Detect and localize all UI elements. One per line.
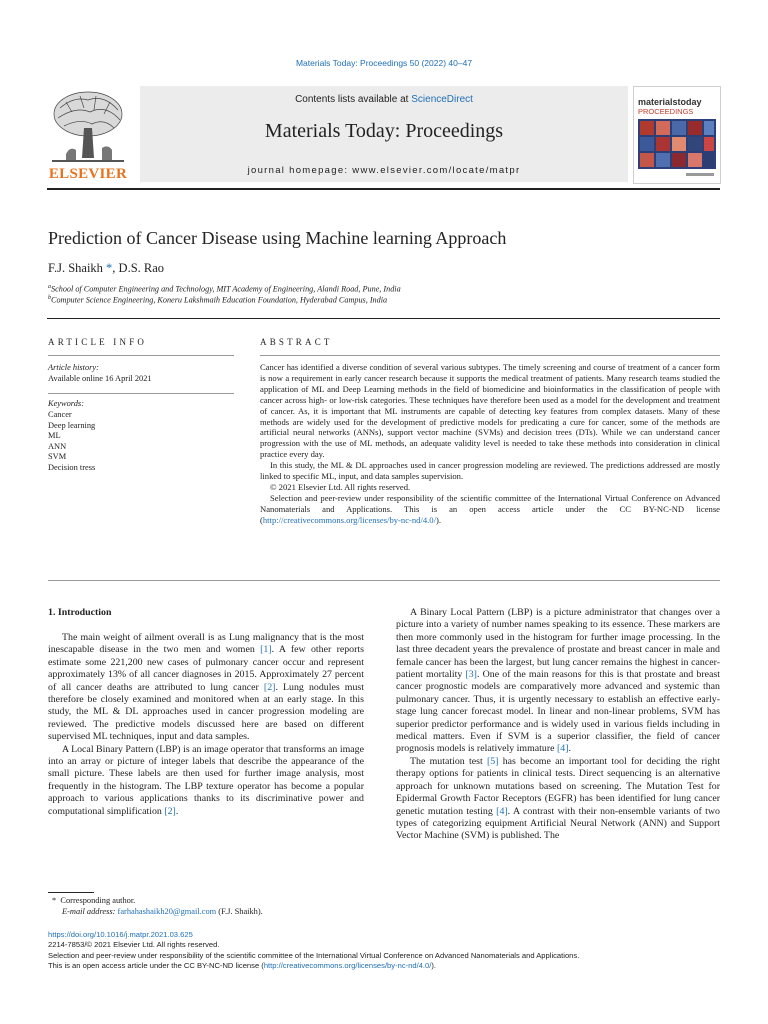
sciencedirect-link[interactable]: ScienceDirect <box>411 94 473 105</box>
footer-license-text: This is an open access article under the CC BY-NC-ND license ( <box>48 961 264 971</box>
footnote-text: Corresponding author. <box>60 896 136 905</box>
abstract-license <box>260 493 720 526</box>
journal-cover-thumbnail[interactable] <box>633 86 721 184</box>
affiliation-a <box>48 284 401 294</box>
citation-3[interactable]: [3] <box>465 669 477 681</box>
affil-b-mark: b <box>48 295 51 301</box>
footer-license <box>48 961 728 971</box>
paper-title: Prediction of Cancer Disease using Machine learning Approach <box>48 228 507 248</box>
footnote-mark: * <box>52 896 57 905</box>
citation-1[interactable]: [1] <box>260 644 272 656</box>
corresponding-author-mark[interactable]: * <box>106 261 113 275</box>
keywords-label: Keywords: <box>48 399 84 408</box>
license-link[interactable]: http://creativecommons.org/licenses/by-nc-nd/4.0/ <box>262 514 436 525</box>
cover-title-a: materialstoday <box>638 97 702 107</box>
keyword: ANN <box>48 441 67 451</box>
doi-link[interactable]: https://doi.org/10.1016/j.matpr.2021.03.625 <box>48 930 193 939</box>
right-paragraph-2 <box>396 756 720 843</box>
footer-license-end: ). <box>431 961 437 971</box>
intro-paragraph-2 <box>48 744 364 818</box>
text-run: . Lung nodules must therefore be closely examined and monitored when at an early stage. In this study, the ML & DL approaches used in cancer progression modeling are reviewed. The predictive models discussed here are based on different supervised ML techniques, input and data samples. <box>48 681 364 743</box>
keyword: SVM <box>48 452 67 462</box>
citation-4[interactable]: [4] <box>557 743 569 755</box>
author-1[interactable]: F.J. Shaikh <box>48 261 103 275</box>
info-rule <box>47 318 720 319</box>
section-title-introduction: 1. Introduction <box>48 607 112 618</box>
keyword: Deep learning <box>48 420 96 430</box>
email-link[interactable]: farhahashaikh20@gmail.com <box>117 906 217 916</box>
text-run: . <box>568 743 571 755</box>
keywords-list <box>48 410 95 474</box>
keyword: Cancer <box>48 410 72 419</box>
keywords-rule <box>48 393 234 394</box>
affiliation-b <box>48 295 387 305</box>
keyword: ML <box>48 431 61 441</box>
text-run: A Local Binary Pattern (LBP) is an image operator that transforms an image into an array or picture of integer labels that describe the appearance of the small picture. These labels are then used for further image analysis, most frequently in the histogram. The LBP texture operator has become a popular approach to various applications thanks to its discriminative power and computational simplification <box>48 743 364 817</box>
journal-homepage[interactable]: journal homepage: www.elsevier.com/locate/matpr <box>247 165 521 176</box>
abstract-paragraph-2: In this study, the ML & DL approaches used in cancer progression modeling are reviewed. The predictions addressed are mostly linked to specific ML, input, and data samples supervision. <box>260 460 720 482</box>
email-line <box>52 907 362 918</box>
affil-b-text: Computer Science Engineering, Koneru Lakshmaih Education Foundation, Hyderabad Campus, India <box>51 295 388 305</box>
elsevier-wordmark: ELSEVIER <box>48 166 128 182</box>
right-paragraph-1 <box>396 607 720 756</box>
text-run: The main weight of ailment overall is as Lung malignancy that is the most inescapable disease in the two men and women <box>48 632 364 656</box>
issn-line: 2214-7853/© 2021 Elsevier Ltd. All rights reserved. <box>48 940 220 950</box>
footer-responsibility: Selection and peer-review under responsibility of the scientific committee of the International Virtual Conference on Advanced Nanomaterials and Applications. <box>48 950 580 960</box>
history-value: Available online 16 April 2021 <box>48 374 152 383</box>
header-rule <box>47 188 720 190</box>
keyword: Decision tress <box>48 462 96 472</box>
affil-a-mark: a <box>48 284 51 290</box>
citation-4b[interactable]: [4] <box>496 805 508 817</box>
page-footer <box>48 930 728 972</box>
cover-title-b: PROCEEDINGS <box>638 107 694 116</box>
copyright-line: © 2021 Elsevier Ltd. All rights reserved. <box>270 481 411 492</box>
affil-a-text: School of Computer Engineering and Technology, MIT Academy of Engineering, Alandi Road, Pune, India <box>51 284 401 294</box>
footer-license-link[interactable]: http://creativecommons.org/licenses/by-nc-nd/4.0/ <box>263 961 432 971</box>
author-2: , D.S. Rao <box>112 261 165 275</box>
abstract-rule <box>260 355 720 356</box>
contents-line <box>140 94 628 105</box>
footnote <box>52 896 362 917</box>
left-column-body <box>48 632 364 818</box>
contents-prefix: Contents lists available at <box>295 94 412 105</box>
journal-reference[interactable]: Materials Today: Proceedings 50 (2022) 40–47 <box>295 58 473 68</box>
text-run: . One of the main reasons for this is that prostate and breast cancer prognostic models are comparatively more advanced and systemic than pulmonary cancer. Thus, it is urgently necessary to establish an effective early-stage lung cancer forecast model. In linear and non-linear problems, SVM has superior predictor performance and is widely used in various fields including in medical matters. Even if SVM is a superior classifier, the field of cancer prognosis models is relatively immature <box>396 669 721 755</box>
right-column-body <box>396 607 720 843</box>
license-text: Selection and peer-review under responsibility of the scientific committee of the International Virtual Conference on Advanced Nanomaterials and Applications. This is an open access article under the CC BY-NC-ND license ( <box>260 492 720 525</box>
article-info-heading: ARTICLE INFO <box>48 337 148 347</box>
intro-paragraph-1 <box>48 632 364 744</box>
text-run: has become an important tool for deciding the right therapy options for patients in clinical tests. Direct sequencing is an alternative approach for unknown mutations based on screening. The Mutation Test for Epidermal Growth Factor Receptors (EGFR) has been identified for lung cancer genetic mutation testing <box>396 755 720 817</box>
footnote-rule <box>48 892 94 893</box>
text-run: The mutation test <box>410 755 487 767</box>
journal-title: Materials Today: Proceedings <box>264 120 504 142</box>
email-who: (F.J. Shaikh). <box>216 906 263 916</box>
license-end: ). <box>435 514 441 525</box>
text-run: . A contrast with their non-ensemble variants of two types of categorizing equipment Artificial Neural Network (ANN) and Support Vector Machine (SVM) is published. The <box>396 805 720 842</box>
text-run: . <box>175 805 179 817</box>
abstract-paragraph-1: Cancer has identified a diverse condition of several various subtypes. The timely screening and course of treatment of a cancer form is now a requirement in early cancer research because it supports the medical treatment of patients. Many research teams studied the application of ML and Deep Learning methods in the field of biomedicine and bioinformatics in the classification of people with cancer across high- or low-risk categories. These techniques have therefore been used as a model for the development and treatment of cancer. As, it is important that ML instruments are capable of detecting key features from complex datasets. Many of these methods are widely used for the development of predictive models for predicating a cure for cancer, some of the methods are artificial neural networks (ANNs), support vector machine (SVMs) and decision trees (DTs). While we can understand cancer progression with the use of ML methods, an adequate validity level is needed to take these methods into consideration in clinical practice every day. <box>260 362 720 460</box>
author-line <box>48 261 164 276</box>
abstract-bottom-rule <box>48 580 720 581</box>
text-run: A Binary Local Pattern (LBP) is a picture administrator that changes over a picture into a variety of number names speaking to its essence. These markers are then more commonly used in the histogram for further image processing. In the last three decadent years the prevalence of prostate and breast cancer in male and female cancer has been the largest, but lung cancer remains the highest in cancer-patient mortality <box>396 607 720 681</box>
footnote-line <box>52 896 362 907</box>
article-info-rule <box>48 355 234 356</box>
email-label: E-mail address: <box>62 906 118 916</box>
citation-5[interactable]: [5] <box>486 755 499 767</box>
citation-2[interactable]: [2] <box>263 681 276 693</box>
abstract-body <box>260 362 720 526</box>
history-label: Article history: <box>48 363 99 372</box>
citation-3[interactable]: [2] <box>164 805 176 817</box>
abstract-heading: ABSTRACT <box>260 337 333 347</box>
text-run: . A few other reports estimate some 221,200 new cases of pulmonary cancer occur and represent approximately 13% of all cancer diagnoses in 2015. Approximately 27 percent of all cancer deaths are attributed to lung cancer <box>48 644 364 693</box>
